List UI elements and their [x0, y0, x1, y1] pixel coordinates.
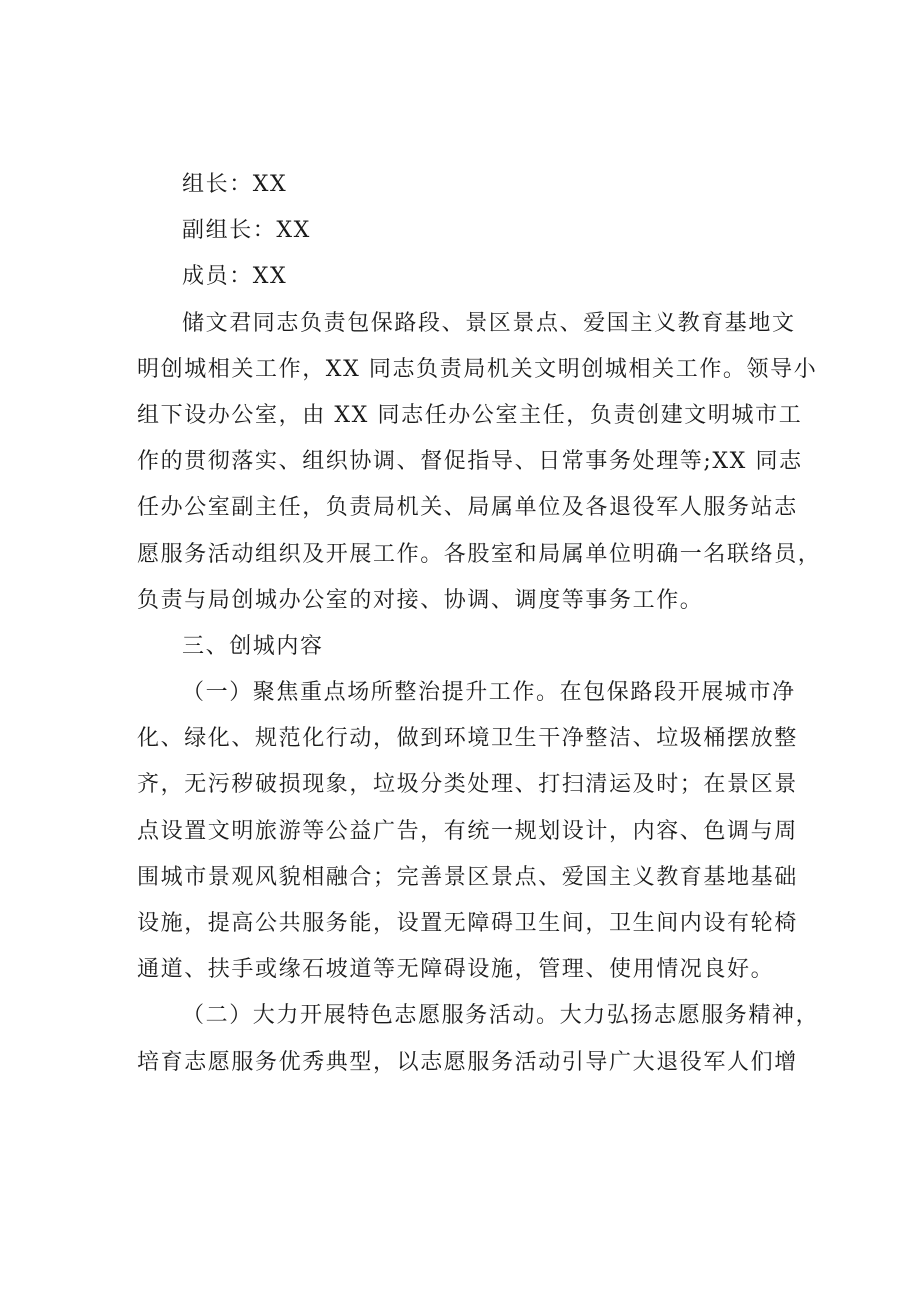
paragraph-line: （一）聚焦重点场所整治提升工作。在包保路段开展城市净 [182, 680, 796, 706]
paragraph-line: 储文君同志负责包保路段、景区景点、爱国主义教育基地文 [182, 310, 796, 336]
document-body [137, 162, 822, 1086]
paragraph-line: 化、绿化、规范化行动，做到环境卫生干净整洁、垃圾桶摆放整 [137, 726, 798, 752]
leader-line: 组长：XX [182, 172, 288, 197]
paragraph-line: （二）大力开展特色志愿服务活动。大力弘扬志愿服务精神， [182, 1003, 820, 1029]
paragraph-line: 培育志愿服务优秀典型，以志愿服务活动引导广大退役军人们增 [137, 1049, 798, 1075]
paragraph-line: 点设置文明旅游等公益广告，有统一规划设计，内容、色调与周 [137, 818, 798, 844]
paragraph-line: 作的贯彻落实、组织协调、督促指导、日常事务处理等;XX 同志 [137, 449, 803, 475]
paragraph-line: 任办公室副主任，负责局机关、局属单位及各退役军人服务站志 [137, 495, 798, 521]
paragraph-line: 愿服务活动组织及开展工作。各股室和局属单位明确一名联络员， [137, 541, 822, 567]
paragraph-line: 围城市景观风貌相融合；完善景区景点、爱国主义教育基地基础 [137, 864, 798, 890]
members-line: 成员：XX [182, 264, 288, 290]
paragraph-line: 组下设办公室，由 XX 同志任办公室主任，负责创建文明城市工 [137, 402, 803, 428]
paragraph-line: 明创城相关工作，XX 同志负责局机关文明创城相关工作。领导小 [137, 356, 818, 382]
paragraph-line: 齐，无污秽破损现象，垃圾分类处理、打扫清运及时；在景区景 [137, 772, 798, 798]
section-heading: 三、创城内容 [182, 633, 324, 659]
paragraph-line: 设施，提高公共服务能，设置无障碍卫生间，卫生间内设有轮椅 [137, 911, 798, 936]
paragraph-line: 负责与局创城办公室的对接、协调、调度等事务工作。 [137, 587, 704, 613]
paragraph-line: 通道、扶手或缘石坡道等无障碍设施，管理、使用情况良好。 [137, 957, 775, 983]
deputy-leader-line: 副组长：XX [182, 218, 311, 244]
